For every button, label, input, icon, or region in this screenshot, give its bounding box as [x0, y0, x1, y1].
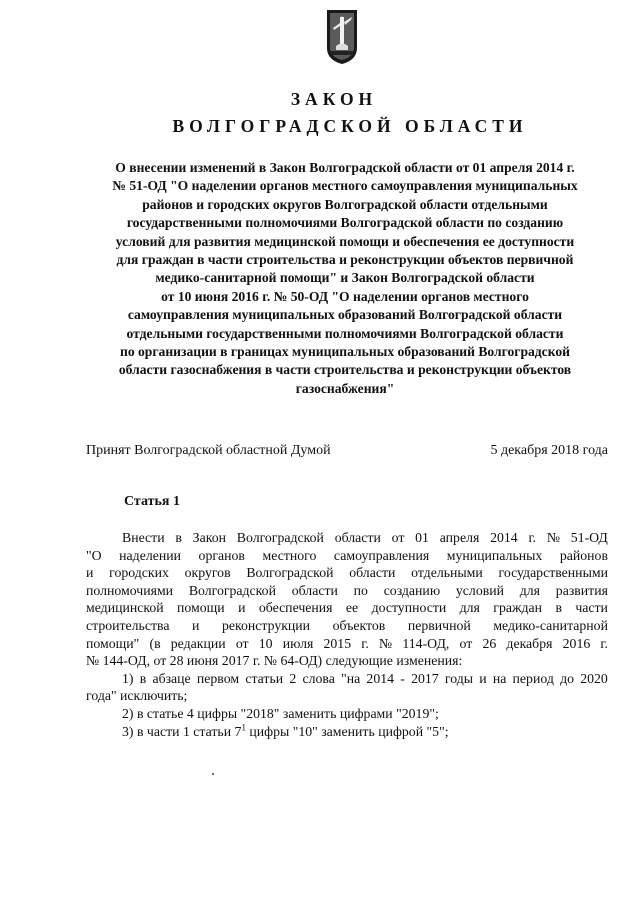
- word: и: [192, 617, 200, 633]
- subject-line: отдельными государственными полномочиями Волгоградской области: [126, 325, 564, 341]
- word: условий: [455, 582, 504, 598]
- word: №: [379, 635, 393, 651]
- scan-speck: [212, 773, 214, 775]
- word: части: [575, 600, 608, 616]
- word: г.: [528, 530, 537, 545]
- subject-line: медико-санитарной помощи" и Закон Волгоградской области: [155, 270, 535, 286]
- word: 01: [415, 530, 429, 545]
- word: полномочиями: [86, 582, 174, 598]
- word: и: [238, 600, 246, 616]
- list-item-3-text-end: цифры "10" заменить цифрой "5";: [245, 723, 449, 739]
- list-item-1-cont: года" исключить;: [86, 688, 188, 704]
- word: медицинской: [86, 600, 164, 616]
- word: органов: [198, 547, 245, 563]
- subject-line: районов и городских округов Волгоградской области отдельными: [142, 196, 548, 212]
- list-item-3-text: 3) в части 1 статьи 7: [122, 723, 242, 739]
- word: реконструкции: [221, 617, 311, 633]
- subject-line: О внесении изменений в Закон Волгоградской области от 01 апреля 2014 г.: [115, 160, 575, 175]
- word: граждан: [493, 600, 543, 616]
- word: Внести: [122, 530, 165, 545]
- word: объектов: [332, 617, 386, 633]
- word: абзаце: [152, 670, 191, 686]
- word: муниципальных: [446, 547, 543, 563]
- word: строительства: [86, 617, 170, 633]
- article-body: [86, 529, 608, 740]
- adopting-body: Принят Волгоградской областной Думой: [86, 443, 331, 458]
- paragraph-line: [86, 635, 608, 653]
- word: 2014: [366, 670, 395, 686]
- word: 2015: [323, 635, 352, 651]
- word: Волгоградской: [188, 582, 276, 598]
- word: по: [353, 582, 368, 598]
- word: созданию: [383, 582, 441, 598]
- word: 2016: [562, 635, 591, 651]
- word: Волгоградской: [246, 565, 334, 581]
- word: местного: [262, 547, 317, 563]
- word: годы: [444, 670, 473, 686]
- paragraph-line: [86, 617, 608, 635]
- list-item-2: 2) в статье 4 цифры "2018" заменить цифрами "2019";: [122, 705, 439, 721]
- word: округов: [184, 565, 231, 581]
- word: 114-ОД,: [402, 635, 450, 651]
- paragraph-line: [86, 529, 608, 547]
- word: период: [512, 670, 554, 686]
- word: редакции: [170, 635, 226, 651]
- list-item-1: [86, 670, 608, 688]
- word: июля: [282, 635, 314, 651]
- word: 2020: [580, 670, 608, 686]
- law-subject-heading: [78, 159, 612, 398]
- paragraph-line: № 144-ОД, от 28 июня 2017 г. № 64-ОД) следующие изменения:: [86, 653, 463, 669]
- subject-line: № 51-ОД "О наделении органов местного самоуправления муниципальных: [112, 178, 578, 194]
- word: от: [391, 530, 405, 545]
- word: области: [334, 530, 381, 545]
- word: на: [492, 670, 507, 686]
- subject-line: газоснабжения": [295, 380, 395, 396]
- word: развития: [555, 582, 608, 598]
- word: в: [139, 670, 147, 686]
- subject-line: для граждан в части строительства и реконструкции объектов первичной: [116, 252, 574, 268]
- paragraph-line: [86, 599, 608, 617]
- word: "на: [341, 670, 361, 686]
- word: первом: [196, 670, 240, 686]
- paragraph-line: [86, 582, 608, 600]
- word: 26: [482, 635, 497, 651]
- word: и: [86, 565, 94, 581]
- word: 2014: [490, 530, 518, 545]
- word: 10: [258, 635, 273, 651]
- word: государственными: [498, 565, 608, 581]
- subject-line: по организации в границах муниципальных образований Волгоградской: [119, 344, 570, 360]
- word: для: [519, 582, 541, 598]
- word: первичной: [407, 617, 471, 633]
- word: Волгоградской: [236, 530, 324, 545]
- word: для: [459, 600, 480, 616]
- paragraph-line: [86, 564, 608, 582]
- adoption-line: [86, 443, 608, 459]
- subject-line: государственными полномочиями Волгоградской области по созданию: [126, 215, 564, 231]
- word: отдельными: [411, 565, 483, 581]
- word: 51-ОД: [570, 530, 608, 545]
- coat-of-arms-icon: [325, 8, 359, 66]
- word: доступности: [371, 600, 447, 616]
- word: Закон: [192, 530, 226, 545]
- subject-line: самоуправления муниципальных образований Волгоградской области: [127, 307, 563, 323]
- word: №: [546, 530, 560, 545]
- word: наделении: [119, 547, 181, 563]
- word: статьи: [245, 670, 284, 686]
- word: 2: [289, 670, 297, 686]
- law-title: ЗАКОН: [290, 89, 378, 109]
- word: слова: [302, 670, 335, 686]
- word: (в: [149, 635, 161, 651]
- word: и: [479, 670, 487, 686]
- word: медико-санитарной: [493, 617, 608, 633]
- subject-line: от 10 июня 2016 г. № 50-ОД "О наделении органов местного: [161, 288, 529, 304]
- adoption-date: 5 декабря 2018 года: [490, 443, 608, 458]
- word: от: [235, 635, 249, 651]
- word: помощи": [86, 635, 140, 651]
- word: в: [175, 530, 182, 545]
- subject-line: условий для развития медицинской помощи и обеспечения ее доступности: [115, 233, 575, 249]
- word: в: [555, 600, 562, 616]
- word: области: [291, 582, 338, 598]
- word: 1): [122, 670, 134, 686]
- list-item-3: [86, 723, 608, 741]
- word: "О: [86, 547, 102, 563]
- word: г.: [361, 635, 369, 651]
- word: ее: [345, 600, 359, 616]
- word: районов: [559, 547, 608, 563]
- word: самоуправления: [333, 547, 430, 563]
- word: от: [459, 635, 473, 651]
- word: городских: [109, 565, 169, 581]
- word: 2017: [411, 670, 439, 686]
- word: обеспечения: [258, 600, 333, 616]
- word: помощи: [177, 600, 225, 616]
- word: области: [349, 565, 396, 581]
- word: до: [560, 670, 574, 686]
- article-heading: Статья 1: [124, 494, 180, 509]
- region-title: ВОЛГОГРАДСКОЙ ОБЛАСТИ: [172, 116, 528, 136]
- word: -: [400, 670, 405, 686]
- word: апреля: [439, 530, 480, 545]
- word: декабря: [506, 635, 553, 651]
- article-superscript: 1: [241, 721, 246, 732]
- word: г.: [600, 635, 608, 651]
- paragraph-line: [86, 547, 608, 565]
- subject-line: области газоснабжения в части строительства и реконструкции объектов: [118, 362, 572, 378]
